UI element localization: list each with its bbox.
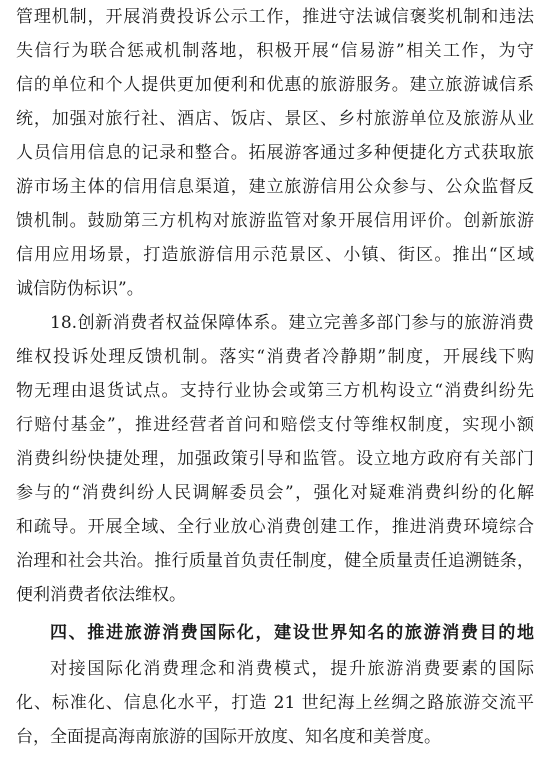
section-heading: 四、推进旅游消费国际化，建设世界知名的旅游消费目的地 [50, 623, 534, 643]
body-text-line: 信用应用场景，打造旅游信用示范景区、小镇、街区。推出“区域 [16, 245, 534, 265]
body-text-line: 物无理由退货试点。支持行业协会或第三方机构设立“消费纠纷先 [16, 381, 534, 401]
body-text-line: 便利消费者依法维权。 [16, 585, 186, 605]
body-text-line: 人员信用信息的记录和整合。拓展游客通过多种便捷化方式获取旅 [16, 143, 534, 163]
body-text-line: 统，加强对旅行社、酒店、饭店、景区、乡村旅游单位及旅游从业 [16, 109, 534, 129]
body-text-line: 游市场主体的信用信息渠道，建立旅游信用公众参与、公众监督反 [16, 177, 534, 197]
body-text-line: 治理和社会共治。推行质量首负责任制度，健全质量责任追溯链条， [16, 551, 534, 571]
body-text-line: 和疏导。开展全域、全行业放心消费创建工作，推进消费环境综合 [16, 517, 534, 537]
body-text-line: 消费纠纷快捷处理，加强政策引导和监管。设立地方政府有关部门 [16, 449, 534, 469]
section-4-first-line: 对接国际化消费理念和消费模式，提升旅游消费要素的国际 [50, 659, 534, 679]
body-text-line: 台，全面提高海南旅游的国际开放度、知名度和美誉度。 [16, 727, 441, 747]
section-18-first-line: 18.创新消费者权益保障体系。建立完善多部门参与的旅游消费 [50, 313, 534, 333]
body-text-line: 维权投诉处理反馈机制。落实“消费者冷静期”制度，开展线下购 [16, 347, 534, 367]
body-text-line: 化、标准化、信息化水平，打造 21 世纪海上丝绸之路旅游交流平 [16, 693, 534, 713]
body-text-line: 管理机制，开展消费投诉公示工作，推进守法诚信褒奖机制和违法 [16, 7, 534, 27]
body-text-line: 行赔付基金”，推进经营者首问和赔偿支付等维权制度，实现小额 [16, 415, 534, 435]
body-text-line: 馈机制。鼓励第三方机构对旅游监管对象开展信用评价。创新旅游 [16, 211, 534, 231]
body-text-line: 信的单位和个人提供更加便利和优惠的旅游服务。建立旅游诚信系 [16, 75, 534, 95]
body-text-line: 诚信防伪标识”。 [16, 279, 144, 299]
body-text-line: 参与的“消费纠纷人民调解委员会”，强化对疑难消费纠纷的化解 [16, 483, 534, 503]
body-text-line: 失信行为联合惩戒机制落地，积极开展“信易游”相关工作，为守 [16, 41, 534, 61]
